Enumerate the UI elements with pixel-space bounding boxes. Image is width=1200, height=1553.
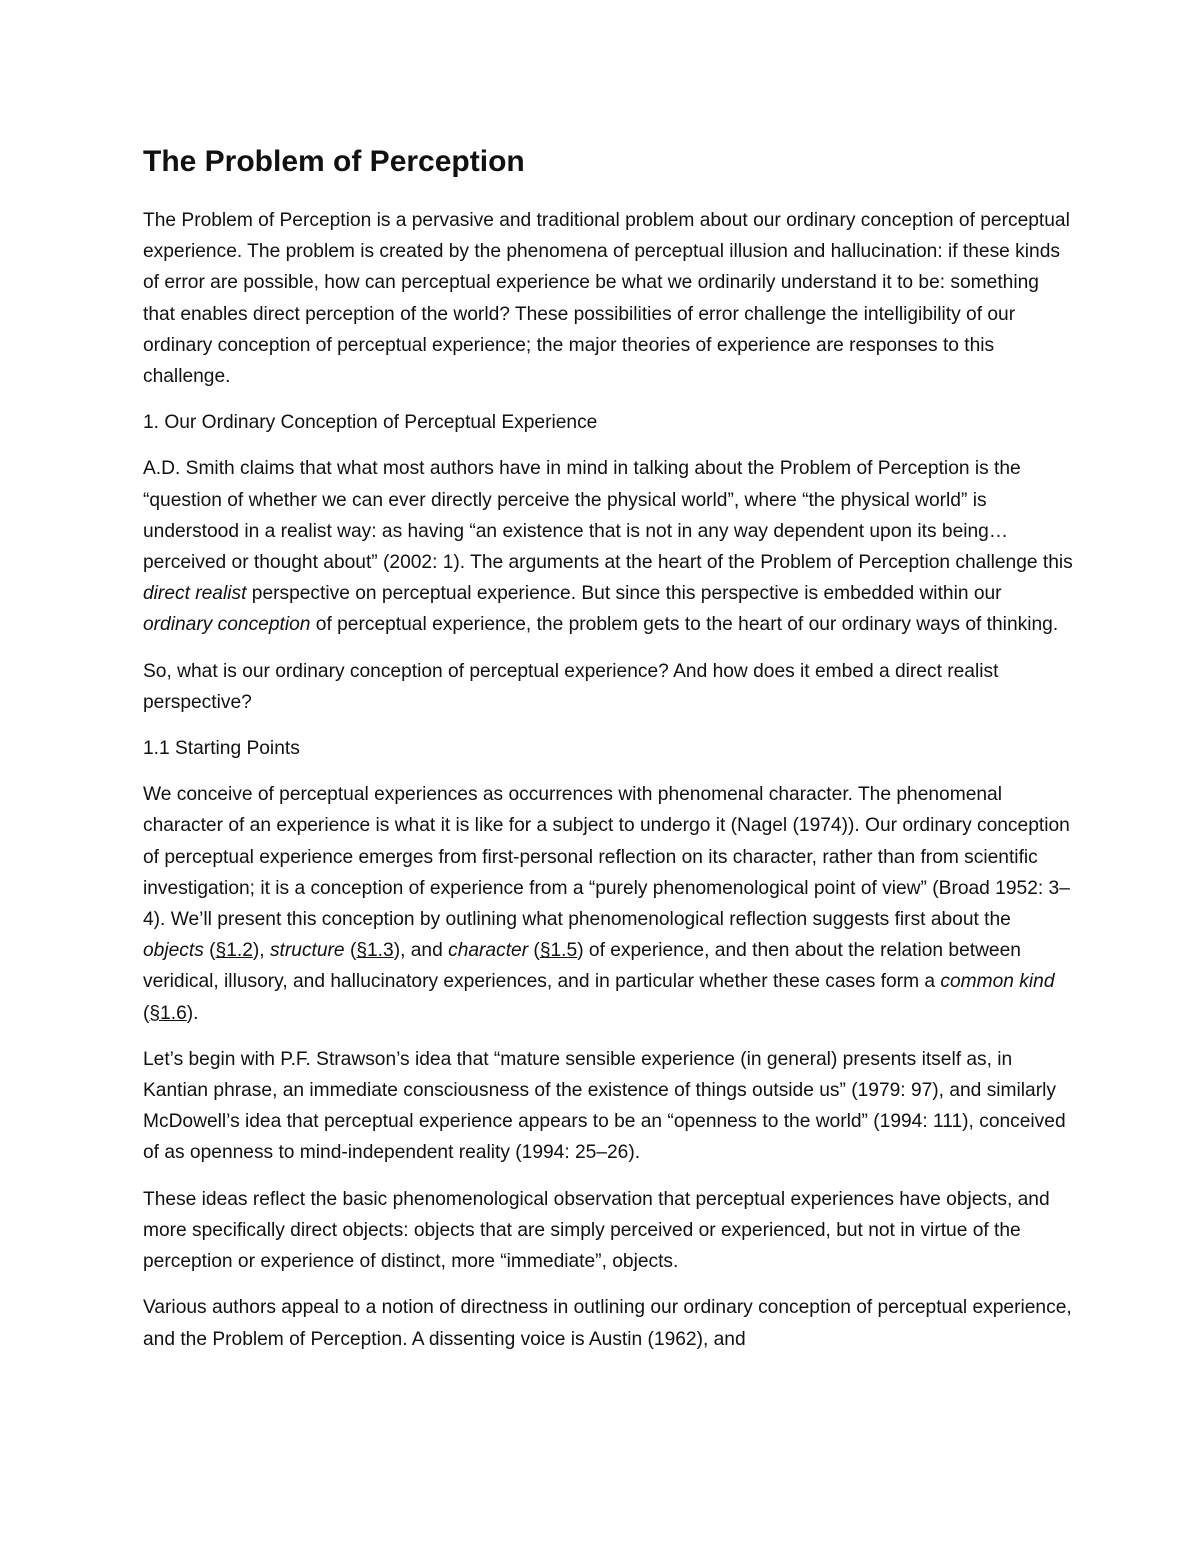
strawson-paragraph: Let’s begin with P.F. Strawson’s idea that “mature sensible experience (in general) presents itself as, in Kantian phrase, an immediate consciousness of the existence of things outside us” (1979: 97), and similarly McDowell’s idea that perceptual experience appears to be an “openness to the world” (1994: 111), conceived of as openness to mind-independent reality (1994: 25–26). xyxy=(143,1048,1066,1164)
text-run: of perceptual experience, the problem gets to the heart of our ordinary ways of thinking. xyxy=(310,614,1059,636)
link-section-1-3[interactable]: §1.3 xyxy=(356,940,394,962)
page-title: The Problem of Perception xyxy=(143,145,525,178)
question-paragraph: So, what is our ordinary conception of perceptual experience? And how does it embed a direct realist perspective? xyxy=(143,660,999,713)
emphasis-character: character xyxy=(448,940,529,962)
text-run: ( xyxy=(203,940,216,962)
emphasis-objects: objects xyxy=(143,940,204,962)
text-run: We conceive of perceptual experiences as occurrences with phenomenal character. The phenomenal character of an experience is what it is like for a subject to undergo it (Nagel (1974)). Our ordinary conception of perceptual experience emerges from first-personal reflection on its character, rather than from scientific investigation; it is a conception of experience from a “purely phenomenological point of view” (Broad 1952: 3–4). We’ll present this conception by outlining what phenomenological reflection suggests first about the xyxy=(143,784,1070,931)
link-section-1-2[interactable]: §1.2 xyxy=(215,940,253,962)
text-run: ( xyxy=(528,940,540,962)
intro-paragraph: The Problem of Perception is a pervasive and traditional problem about our ordinary conception of perceptual experience. The problem is created by the phenomena of perceptual illusion and hallucination: if these kinds of error are possible, how can perceptual experience be what we ordinarily understand it to be: something that enables direct perception of the world? These possibilities of error challenge the intelligibility of our ordinary conception of perceptual experience; the major theories of experience are responses to this challenge. xyxy=(143,210,1070,388)
text-run: perspective on perceptual experience. But since this perspective is embedded within our xyxy=(246,583,1002,605)
smith-paragraph xyxy=(143,453,1073,640)
section-heading-1-1: 1.1 Starting Points xyxy=(143,738,300,760)
emphasis-common-kind: common kind xyxy=(940,971,1055,993)
link-section-1-6[interactable]: §1.6 xyxy=(149,1002,187,1024)
direct-objects-paragraph: These ideas reflect the basic phenomenological observation that perceptual experiences have objects, and more specifically direct objects: objects that are simply perceived or experienced, but not in virtue of the perception or experience of distinct, more “immediate”, objects. xyxy=(143,1188,1050,1273)
text-run: A.D. Smith claims that what most authors have in mind in talking about the Problem of Perception is the “question of whether we can ever directly perceive the physical world”, where “the physical world” is understood in a realist way: as having “an existence that is not in any way dependent upon its being… perceived or thought about” (2002: 1). The arguments at the heart of the Problem of Perception challenge this xyxy=(143,458,1073,574)
emphasis-structure: structure xyxy=(269,940,345,962)
text-run: ( xyxy=(344,940,357,962)
emphasis-ordinary-conception: ordinary conception xyxy=(143,614,311,636)
text-run: ( xyxy=(143,1002,150,1024)
text-run: ), and xyxy=(393,940,449,962)
emphasis-direct-realist: direct realist xyxy=(143,583,247,605)
directness-paragraph: Various authors appeal to a notion of directness in outlining our ordinary conception of perceptual experience, and the Problem of Perception. A dissenting voice is Austin (1962), and xyxy=(143,1297,1072,1350)
text-run: ) of experience, and then about the relation between veridical, illusory, and hallucinatory experiences, and in particular whether these cases form a xyxy=(143,940,1021,993)
link-section-1-5[interactable]: §1.5 xyxy=(539,940,578,962)
document-page xyxy=(143,135,1073,1370)
text-run: ), xyxy=(252,940,270,962)
text-run: ). xyxy=(186,1002,199,1024)
starting-points-paragraph xyxy=(143,779,1073,1029)
section-heading-1: 1. Our Ordinary Conception of Perceptual Experience xyxy=(143,412,598,434)
